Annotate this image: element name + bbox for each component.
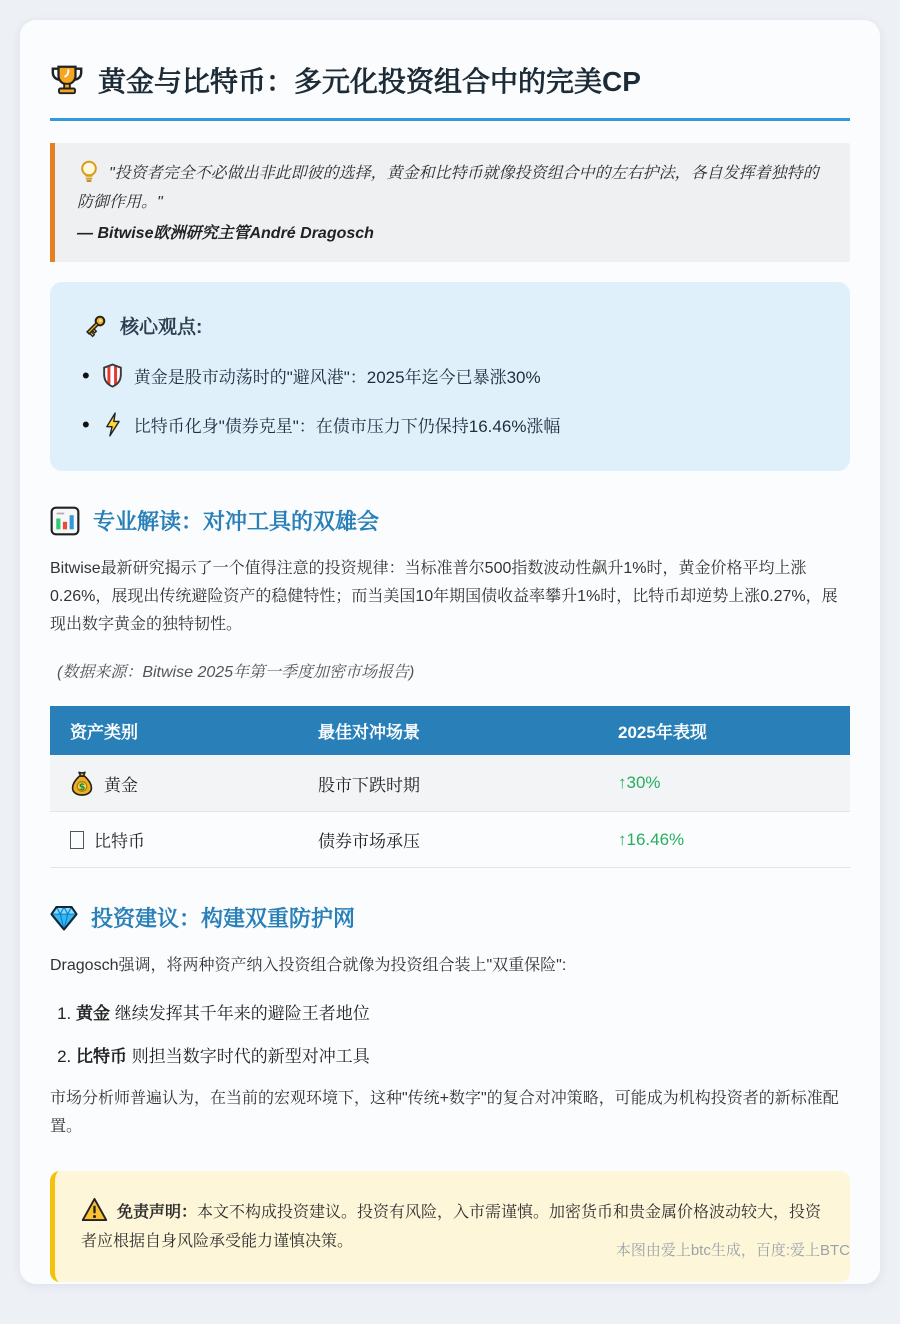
col-header-asset: 资产类别 [50,706,298,755]
page-title [50,60,850,121]
advice-conclusion: 市场分析师普遍认为，在当前的宏观环境下，这种"传统+数字"的复合对冲策略，可能成为机构投资者的新标准配置。 [50,1089,839,1135]
analysis-heading [50,505,850,536]
advice-item-gold [76,1000,850,1027]
scenario-cell: 债券市场承压 [298,812,598,868]
disclaimer-box [50,1171,850,1283]
footer-credit: 本图由爱上btc生成，百度:爱上BTC [615,1242,850,1259]
advice-term: 比特币 [76,1046,127,1066]
key-point-text: 黄金是股市动荡时的"避风港"：2025年迄今已暴涨30% [133,368,541,388]
lightning-icon [102,412,123,437]
moneybag-icon [70,770,94,796]
bar-chart-icon [50,506,80,536]
page-title-text: 黄金与比特币：多元化投资组合中的完美CP [98,66,641,97]
analysis-body: Bitwise最新研究揭示了一个值得注意的投资规律：当标准普尔500指数波动性飙升1%时，黄金价格平均上涨0.26%，展现出传统避险资产的稳健特性；而当美国10年期国债收益率攀升1%时，比特币却逆势上涨0.27%，展现出数字黄金的独特韧性。 [50,560,838,634]
advice-item-bitcoin [76,1043,850,1070]
key-points-list [82,363,818,437]
performance-cell: ↑16.46% [598,812,850,868]
advice-intro: Dragosch强调，将两种资产纳入投资组合就像为投资组合装上"双重保险": [50,957,567,975]
bullet-dot: • [82,362,90,388]
bullet-dot: • [82,411,90,437]
quote-attribution: — Bitwise欧洲研究主管André Dragosch [77,224,374,242]
advice-text: 则担当数字时代的新型对冲工具 [127,1046,370,1066]
advice-text: 继续发挥其千年来的避险王者地位 [110,1004,370,1024]
advice-heading-text: 投资建议：构建双重防护网 [91,906,356,932]
performance-cell: ↑30% [598,755,850,812]
disclaimer-text: 本文不构成投资建议。投资有风险，入市需谨慎。加密货币和贵金属价格波动较大，投资者应根据自身风险承受能力谨慎决策。 [81,1203,822,1250]
key-points-heading-text: 核心观点: [120,317,203,339]
disclaimer-label: 免责声明： [117,1203,198,1221]
col-header-scenario: 最佳对冲场景 [298,706,598,755]
scenario-cell: 股市下跌时期 [298,755,598,812]
advice-term: 黄金 [76,1004,110,1024]
key-point-text: 比特币化身"债券克星"：在债市压力下仍保持16.46%涨幅 [133,417,561,437]
table-row-bitcoin [50,812,850,868]
key-point-item [82,363,818,388]
article-card [20,20,880,1284]
warning-icon [81,1197,108,1222]
shield-icon [102,363,123,388]
asset-comparison-table [50,706,850,868]
advice-heading [50,902,850,933]
key-icon [82,313,108,339]
asset-name: 比特币 [94,832,145,852]
diamond-icon [50,905,78,931]
lightbulb-icon [77,159,101,183]
trophy-icon [50,63,84,97]
svg-text:$: $ [78,782,86,794]
col-header-performance: 2025年表现 [598,706,850,755]
table-row-gold [50,755,850,812]
table-header-row [50,706,850,755]
asset-name: 黄金 [104,775,138,795]
advice-list [56,1000,850,1069]
analysis-heading-text: 专业解读：对冲工具的双雄会 [93,509,380,535]
quote-text-line [77,159,828,218]
key-points-heading [82,312,818,339]
quote-text: "投资者完全不必做出非此即彼的选择，黄金和比特币就像投资组合中的左右护法，各自发挥着独特的防御作用。" [77,165,819,211]
data-source-note: (数据来源：Bitwise 2025年第一季度加密市场报告) [57,664,415,682]
key-point-item [82,412,818,437]
key-points-box [50,282,850,471]
missing-glyph-box [70,831,84,849]
expert-quote [50,143,850,262]
